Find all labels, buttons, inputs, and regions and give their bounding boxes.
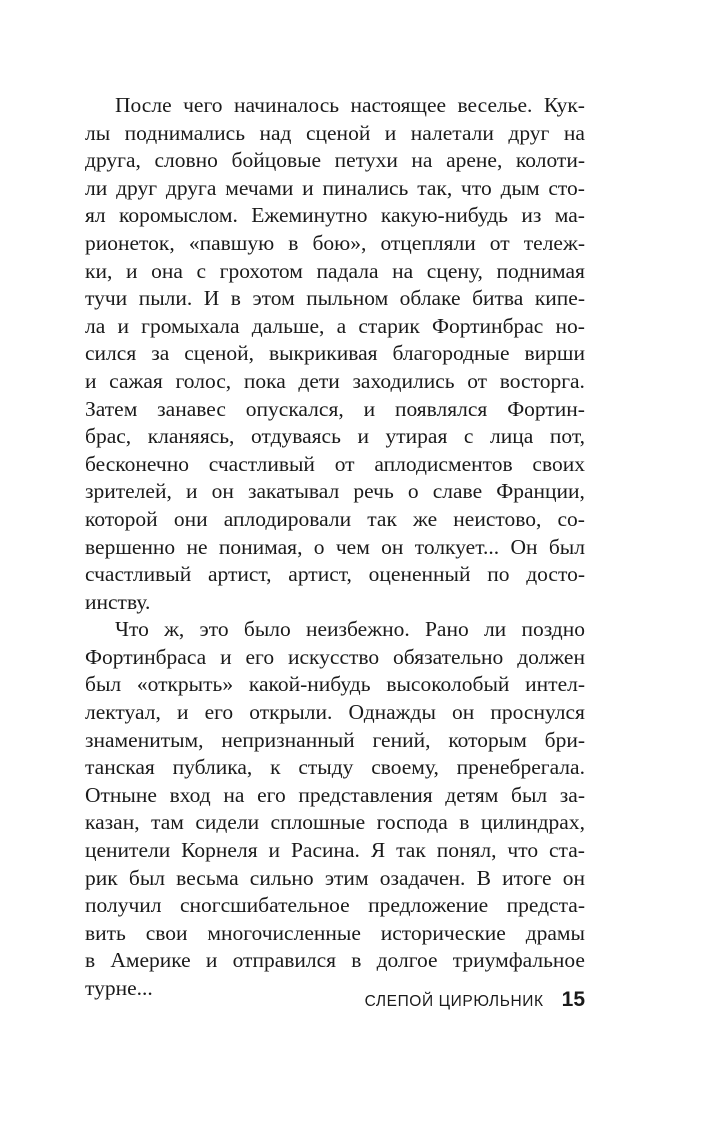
word: Франции, bbox=[496, 479, 585, 504]
paragraph-1 bbox=[85, 92, 585, 616]
word: артист, bbox=[288, 562, 352, 587]
word: в bbox=[85, 948, 96, 973]
word: обязательно bbox=[393, 644, 504, 669]
word: бойцовые bbox=[231, 148, 322, 173]
word: так bbox=[367, 506, 397, 531]
word: о bbox=[407, 479, 419, 504]
word: с bbox=[196, 258, 207, 283]
word: петухи bbox=[334, 148, 398, 173]
word: бесконечно bbox=[85, 451, 189, 476]
word: открыли. bbox=[249, 700, 333, 725]
word: так bbox=[396, 838, 426, 863]
word: своих bbox=[532, 451, 585, 476]
word: исторические bbox=[380, 920, 506, 945]
word: искусство bbox=[287, 644, 380, 669]
word: ма- bbox=[554, 203, 585, 228]
word: грохотом bbox=[219, 258, 303, 283]
word: речь bbox=[353, 479, 394, 504]
word: она bbox=[151, 258, 183, 283]
word: танская bbox=[85, 755, 155, 780]
word: лектуал, bbox=[85, 700, 161, 725]
word: что bbox=[461, 175, 492, 200]
word: Америке bbox=[110, 948, 191, 973]
word: было bbox=[243, 617, 291, 642]
word: отцепляли bbox=[380, 230, 476, 255]
text-line bbox=[85, 727, 585, 755]
word: понял, bbox=[436, 838, 497, 863]
text-line bbox=[85, 313, 585, 341]
word: тучи bbox=[85, 286, 128, 311]
word: После bbox=[115, 93, 172, 117]
word: поднимались bbox=[124, 120, 246, 145]
word: и bbox=[220, 644, 232, 669]
word: пока bbox=[243, 368, 286, 393]
word: своему, bbox=[371, 755, 439, 780]
text-line bbox=[85, 396, 585, 424]
text-line bbox=[85, 865, 585, 893]
running-title: СЛЕПОЙ ЦИРЮЛЬНИК bbox=[364, 993, 544, 1010]
word: досто- bbox=[526, 562, 585, 587]
text-line bbox=[85, 699, 585, 727]
word: на bbox=[563, 120, 585, 145]
word: чем bbox=[335, 534, 370, 559]
word: начиналось bbox=[233, 93, 340, 117]
word: аплодисментов bbox=[374, 451, 513, 476]
word: интел- bbox=[525, 672, 585, 697]
word: от bbox=[467, 368, 488, 393]
word: ли bbox=[483, 617, 507, 642]
word: поднимая bbox=[496, 258, 585, 283]
word: отдуваясь bbox=[250, 424, 341, 449]
text-line bbox=[85, 671, 585, 699]
word: опускался, bbox=[245, 396, 344, 421]
text-line bbox=[85, 202, 585, 230]
word: дым bbox=[500, 175, 540, 200]
word: сажая bbox=[109, 368, 163, 393]
word: Я bbox=[370, 838, 386, 863]
word: предложение bbox=[368, 893, 489, 918]
word: вирши bbox=[524, 341, 585, 366]
word: пренебрегала. bbox=[456, 755, 585, 780]
word: понимая, bbox=[218, 534, 303, 559]
word: на bbox=[223, 782, 245, 807]
word: ценители bbox=[85, 838, 171, 863]
word: сценой, bbox=[184, 341, 254, 366]
word: в bbox=[230, 286, 241, 311]
word: из bbox=[521, 203, 542, 228]
word: сидели bbox=[195, 810, 260, 835]
word: лы bbox=[85, 120, 111, 145]
word: Что bbox=[115, 617, 149, 642]
word: Рано bbox=[424, 617, 469, 642]
word: над bbox=[259, 120, 292, 145]
word: и bbox=[302, 175, 314, 200]
word: утирая bbox=[385, 424, 448, 449]
word: этом bbox=[252, 286, 295, 311]
word: был bbox=[511, 782, 548, 807]
word: пыли. bbox=[138, 286, 193, 311]
word: он bbox=[452, 700, 475, 725]
word: сто- bbox=[548, 175, 585, 200]
word: там bbox=[151, 810, 184, 835]
word: сплошные bbox=[270, 810, 366, 835]
word: Отныне bbox=[85, 782, 157, 807]
word: тележ- bbox=[523, 230, 585, 255]
text-line bbox=[85, 616, 585, 644]
word: непризнанный bbox=[221, 727, 355, 752]
word: зрителей, bbox=[85, 479, 172, 504]
word: от bbox=[489, 230, 510, 255]
word: так, bbox=[417, 175, 453, 200]
word: его bbox=[204, 700, 234, 725]
word: Фортинбрас bbox=[431, 313, 544, 338]
text-line bbox=[85, 285, 585, 313]
word: сценой bbox=[305, 120, 371, 145]
paragraph-2 bbox=[85, 616, 585, 1002]
word: же bbox=[413, 506, 438, 531]
word: Однажды bbox=[348, 700, 436, 725]
word: что bbox=[507, 838, 539, 863]
word: сцену, bbox=[426, 258, 483, 283]
word: стыду bbox=[298, 755, 354, 780]
word: Он bbox=[510, 534, 538, 559]
word: это bbox=[199, 617, 229, 642]
word: пот, bbox=[549, 424, 585, 449]
text-line bbox=[85, 230, 585, 258]
word: друг bbox=[508, 120, 550, 145]
word: И bbox=[203, 286, 220, 311]
text-line bbox=[85, 478, 585, 506]
word: какую-нибудь bbox=[380, 203, 508, 228]
word: «открыть» bbox=[136, 672, 234, 697]
word: арене, bbox=[446, 148, 503, 173]
word: пинались bbox=[322, 175, 409, 200]
body-text bbox=[85, 92, 585, 1003]
word: «павшую bbox=[188, 230, 275, 255]
word: предста- bbox=[506, 893, 585, 918]
word: дальше, bbox=[251, 313, 325, 338]
word: бри- bbox=[544, 727, 585, 752]
word: В bbox=[476, 865, 491, 890]
word: чего bbox=[183, 93, 223, 117]
word: за bbox=[151, 341, 170, 366]
word: он bbox=[381, 534, 404, 559]
word: и bbox=[176, 700, 189, 725]
word: голос, bbox=[175, 368, 232, 393]
word: заходились bbox=[352, 368, 455, 393]
text-line bbox=[85, 147, 585, 175]
word: в bbox=[288, 230, 299, 255]
word: кланяясь, bbox=[147, 424, 235, 449]
word: за- bbox=[559, 782, 585, 807]
word: настоящее bbox=[350, 93, 447, 117]
text-line bbox=[85, 561, 585, 589]
word: налетали bbox=[410, 120, 494, 145]
text-line bbox=[85, 892, 585, 920]
word: и bbox=[125, 258, 138, 283]
text-line bbox=[85, 809, 585, 837]
word: инству. bbox=[85, 589, 151, 614]
word: о bbox=[313, 534, 325, 559]
word: рик bbox=[85, 865, 118, 890]
word: аплодировали bbox=[223, 506, 352, 531]
word: этим bbox=[324, 865, 369, 890]
word: оцененный bbox=[368, 562, 471, 587]
text-line bbox=[85, 368, 585, 396]
text-line bbox=[85, 837, 585, 865]
word: Фортин- bbox=[507, 396, 585, 421]
word: Ежеминутно bbox=[251, 203, 368, 228]
word: его bbox=[257, 782, 286, 807]
word: был bbox=[85, 672, 122, 697]
word: лица bbox=[490, 424, 534, 449]
text-line bbox=[85, 423, 585, 451]
text-line bbox=[85, 920, 585, 948]
text-line bbox=[85, 175, 585, 203]
word: господа bbox=[376, 810, 448, 835]
word: какой-нибудь bbox=[248, 672, 371, 697]
word: по bbox=[487, 562, 510, 587]
text-line bbox=[85, 589, 585, 617]
word: толкует... bbox=[414, 534, 500, 559]
word: и bbox=[363, 396, 376, 421]
word: благородные bbox=[392, 341, 510, 366]
word: вход bbox=[169, 782, 211, 807]
word: гений, bbox=[372, 727, 431, 752]
word: многочисленные bbox=[207, 920, 361, 945]
word: счастливый bbox=[85, 562, 192, 587]
word: от bbox=[334, 451, 355, 476]
word: а bbox=[336, 313, 347, 338]
word: Затем bbox=[85, 396, 138, 421]
word: но- bbox=[555, 313, 585, 338]
word: итоге bbox=[502, 865, 552, 890]
word: Фортинбраса bbox=[85, 644, 207, 669]
word: бою», bbox=[312, 230, 367, 255]
word: с bbox=[463, 424, 474, 449]
word: проснулся bbox=[490, 700, 585, 725]
word: коромыслом. bbox=[119, 203, 238, 228]
text-line bbox=[85, 534, 585, 562]
word: турне... bbox=[85, 976, 153, 1000]
word: битва bbox=[472, 286, 524, 311]
word: выкрикивая bbox=[268, 341, 378, 366]
word: падала bbox=[316, 258, 379, 283]
word: на bbox=[411, 148, 433, 173]
word: которым bbox=[448, 727, 527, 752]
word: занавес bbox=[157, 396, 226, 421]
word: сногсшибательное bbox=[179, 893, 350, 918]
word: ста- bbox=[549, 838, 585, 863]
word: и bbox=[268, 838, 281, 863]
word: и bbox=[185, 479, 198, 504]
word: громыхала bbox=[141, 313, 240, 338]
word: цилиндрах, bbox=[480, 810, 585, 835]
word: брас, bbox=[85, 424, 132, 449]
word: он bbox=[562, 865, 585, 890]
word: ки, bbox=[85, 258, 113, 283]
text-line bbox=[85, 754, 585, 782]
word: и bbox=[205, 948, 218, 973]
word: счастливый bbox=[208, 451, 315, 476]
word: и bbox=[117, 313, 129, 338]
word: друг bbox=[116, 175, 158, 200]
word: пыльном bbox=[306, 286, 389, 311]
word: кипе- bbox=[534, 286, 585, 311]
word: отправился bbox=[232, 948, 337, 973]
word: на bbox=[392, 258, 414, 283]
text-line bbox=[85, 120, 585, 148]
text-line bbox=[85, 947, 585, 975]
word: появлялся bbox=[394, 396, 488, 421]
word: друга bbox=[165, 175, 217, 200]
word: старик bbox=[358, 313, 420, 338]
word: закатывал bbox=[247, 479, 340, 504]
word: Кук- bbox=[543, 93, 585, 117]
text-line bbox=[85, 92, 585, 120]
word: получил bbox=[85, 893, 162, 918]
word: неизбежно. bbox=[305, 617, 410, 642]
word: триумфальное bbox=[452, 948, 585, 973]
word: колоти- bbox=[515, 148, 585, 173]
word: представления bbox=[298, 782, 433, 807]
text-line bbox=[85, 782, 585, 810]
word: детям bbox=[445, 782, 499, 807]
word: драмы bbox=[525, 920, 585, 945]
word: поздно bbox=[521, 617, 585, 642]
word: вить bbox=[85, 920, 126, 945]
word: высоколобый bbox=[386, 672, 510, 697]
text-line bbox=[85, 258, 585, 286]
word: не bbox=[186, 534, 208, 559]
page-footer bbox=[365, 988, 585, 1012]
word: Расина. bbox=[290, 838, 360, 863]
word: и bbox=[357, 424, 369, 449]
word: славе bbox=[432, 479, 483, 504]
word: Корнеля bbox=[181, 838, 258, 863]
word: рионеток, bbox=[85, 230, 175, 255]
word: он bbox=[211, 479, 234, 504]
text-line bbox=[85, 340, 585, 368]
word: и bbox=[85, 368, 97, 393]
word: восторга. bbox=[499, 368, 585, 393]
word: знаменитым, bbox=[85, 727, 204, 752]
word: словно bbox=[154, 148, 218, 173]
word: казан, bbox=[85, 810, 140, 835]
word: был bbox=[128, 865, 165, 890]
text-line bbox=[85, 451, 585, 479]
word: друга, bbox=[85, 148, 141, 173]
word: к bbox=[270, 755, 281, 780]
word: свои bbox=[145, 920, 188, 945]
word: ла bbox=[85, 313, 106, 338]
word: вершенно bbox=[85, 534, 176, 559]
word: долгое bbox=[376, 948, 438, 973]
word: озадачен. bbox=[379, 865, 466, 890]
word: неистово, bbox=[453, 506, 542, 531]
word: облаке bbox=[399, 286, 461, 311]
page-number: 15 bbox=[561, 988, 585, 1011]
word: ял bbox=[85, 203, 106, 228]
word: ли bbox=[85, 175, 108, 200]
text-line bbox=[85, 644, 585, 672]
word: публика, bbox=[172, 755, 253, 780]
word: веселье. bbox=[457, 93, 533, 117]
word: они bbox=[173, 506, 208, 531]
word: весьма bbox=[176, 865, 239, 890]
word: был bbox=[548, 534, 585, 559]
word: дети bbox=[298, 368, 340, 393]
word: со- bbox=[557, 506, 585, 531]
word: должен bbox=[517, 644, 585, 669]
word: в bbox=[351, 948, 362, 973]
word: в bbox=[459, 810, 470, 835]
word: его bbox=[245, 644, 275, 669]
text-line bbox=[85, 506, 585, 534]
word: сился bbox=[85, 341, 137, 366]
word: артист, bbox=[207, 562, 272, 587]
word: которой bbox=[85, 506, 158, 531]
word: и bbox=[384, 120, 397, 145]
word: мечами bbox=[225, 175, 294, 200]
word: ж, bbox=[164, 617, 185, 642]
word: сильно bbox=[249, 865, 314, 890]
